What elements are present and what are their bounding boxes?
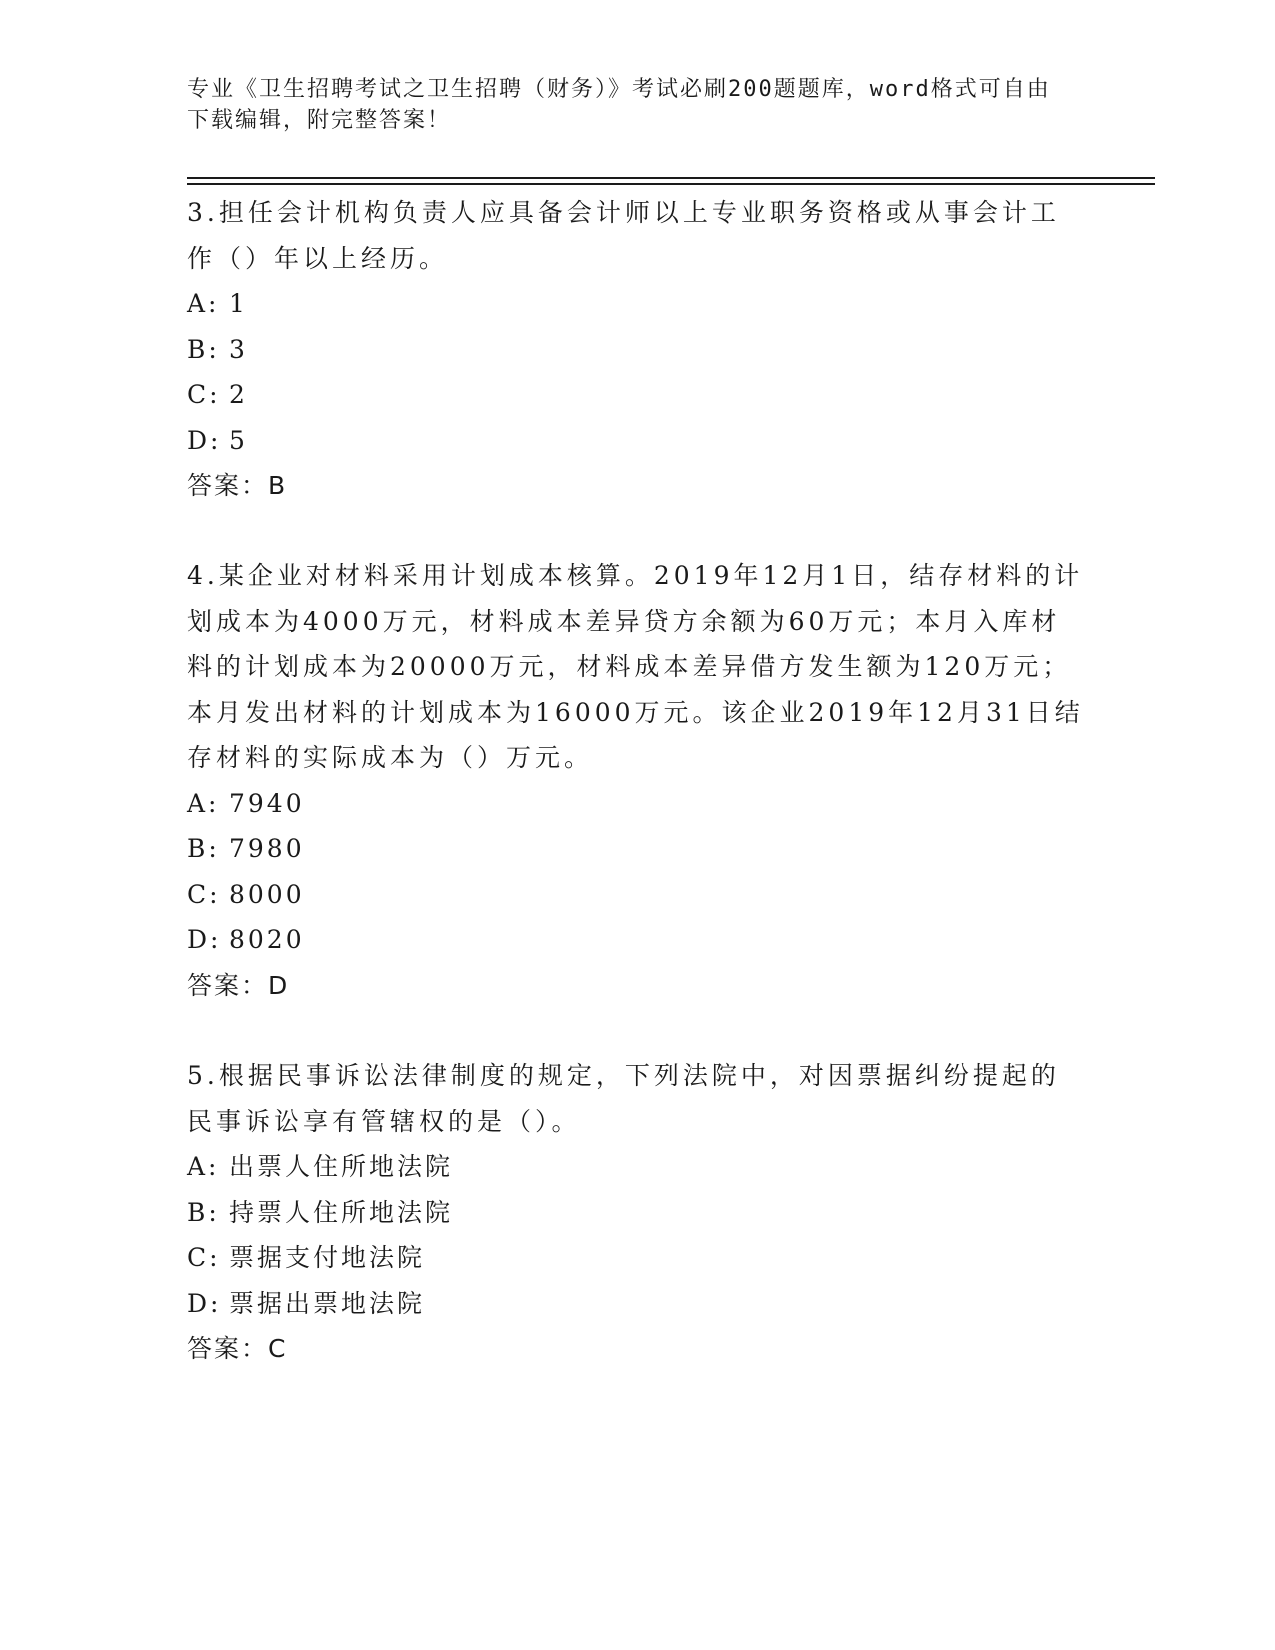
option-d <box>187 418 1087 464</box>
option-key: D: <box>187 425 222 455</box>
option-a <box>187 281 1087 327</box>
option-c <box>187 372 1087 418</box>
option-key: C: <box>187 380 221 409</box>
option-text: 票据支付地法院 <box>229 1243 426 1272</box>
question-stem: 5.根据民事诉讼法律制度的规定，下列法院中，对因票据纠纷提起的民事诉讼享有管辖权的是（）。 <box>187 1061 1060 1136</box>
option-b <box>187 1190 1087 1236</box>
answer-line: 答案：D <box>187 970 290 1000</box>
option-b <box>187 327 1087 373</box>
question-stem: 3.担任会计机构负责人应具备会计师以上专业职务资格或从事会计工作（）年以上经历。 <box>187 198 1060 273</box>
option-text: 3 <box>229 334 248 364</box>
option-key: A: <box>187 289 220 318</box>
option-text: 2 <box>229 380 248 409</box>
option-key: D: <box>187 925 222 954</box>
option-d <box>187 917 1087 963</box>
option-key: D: <box>187 1288 222 1318</box>
question-block <box>187 190 1087 509</box>
question-block <box>187 1053 1087 1372</box>
option-a <box>187 781 1087 827</box>
option-text: 票据出票地法院 <box>229 1288 426 1318</box>
option-b <box>187 826 1087 872</box>
option-key: C: <box>187 879 221 909</box>
option-key: B: <box>187 334 220 364</box>
option-text: 7940 <box>229 788 305 818</box>
question-stem: 4.某企业对材料采用计划成本核算。2019年12月1日，结存材料的计划成本为4000万元，材料成本差异贷方余额为60万元；本月入库材料的计划成本为20000万元，材料成本差异借方发生额为120万元；本月发出材料的计划成本为16000万元。该企业2019年12月31日结存材料的实际成本为（）万元。 <box>187 561 1084 772</box>
document-header: 专业《卫生招聘考试之卫生招聘（财务）》考试必刷200题题库，word格式可自由下载编辑，附完整答案！ <box>187 77 1051 133</box>
option-text: 8000 <box>229 879 305 909</box>
option-text: 7980 <box>229 834 305 863</box>
option-key: B: <box>187 834 220 863</box>
header-divider-bottom <box>187 183 1155 185</box>
option-text: 出票人住所地法院 <box>229 1152 454 1181</box>
option-text: 持票人住所地法院 <box>229 1197 454 1227</box>
option-key: A: <box>187 1152 220 1181</box>
option-text: 8020 <box>229 925 305 954</box>
question-block <box>187 553 1087 1008</box>
option-key: C: <box>187 1243 221 1272</box>
option-key: B: <box>187 1197 220 1227</box>
option-d <box>187 1281 1087 1327</box>
option-c <box>187 1235 1087 1281</box>
option-a <box>187 1144 1087 1190</box>
option-text: 5 <box>229 425 248 455</box>
answer-line: 答案：B <box>187 471 288 500</box>
header-divider-top <box>187 177 1155 179</box>
option-text: 1 <box>229 289 248 318</box>
option-c <box>187 872 1087 918</box>
option-key: A: <box>187 788 220 818</box>
answer-line: 答案：C <box>187 1334 288 1363</box>
